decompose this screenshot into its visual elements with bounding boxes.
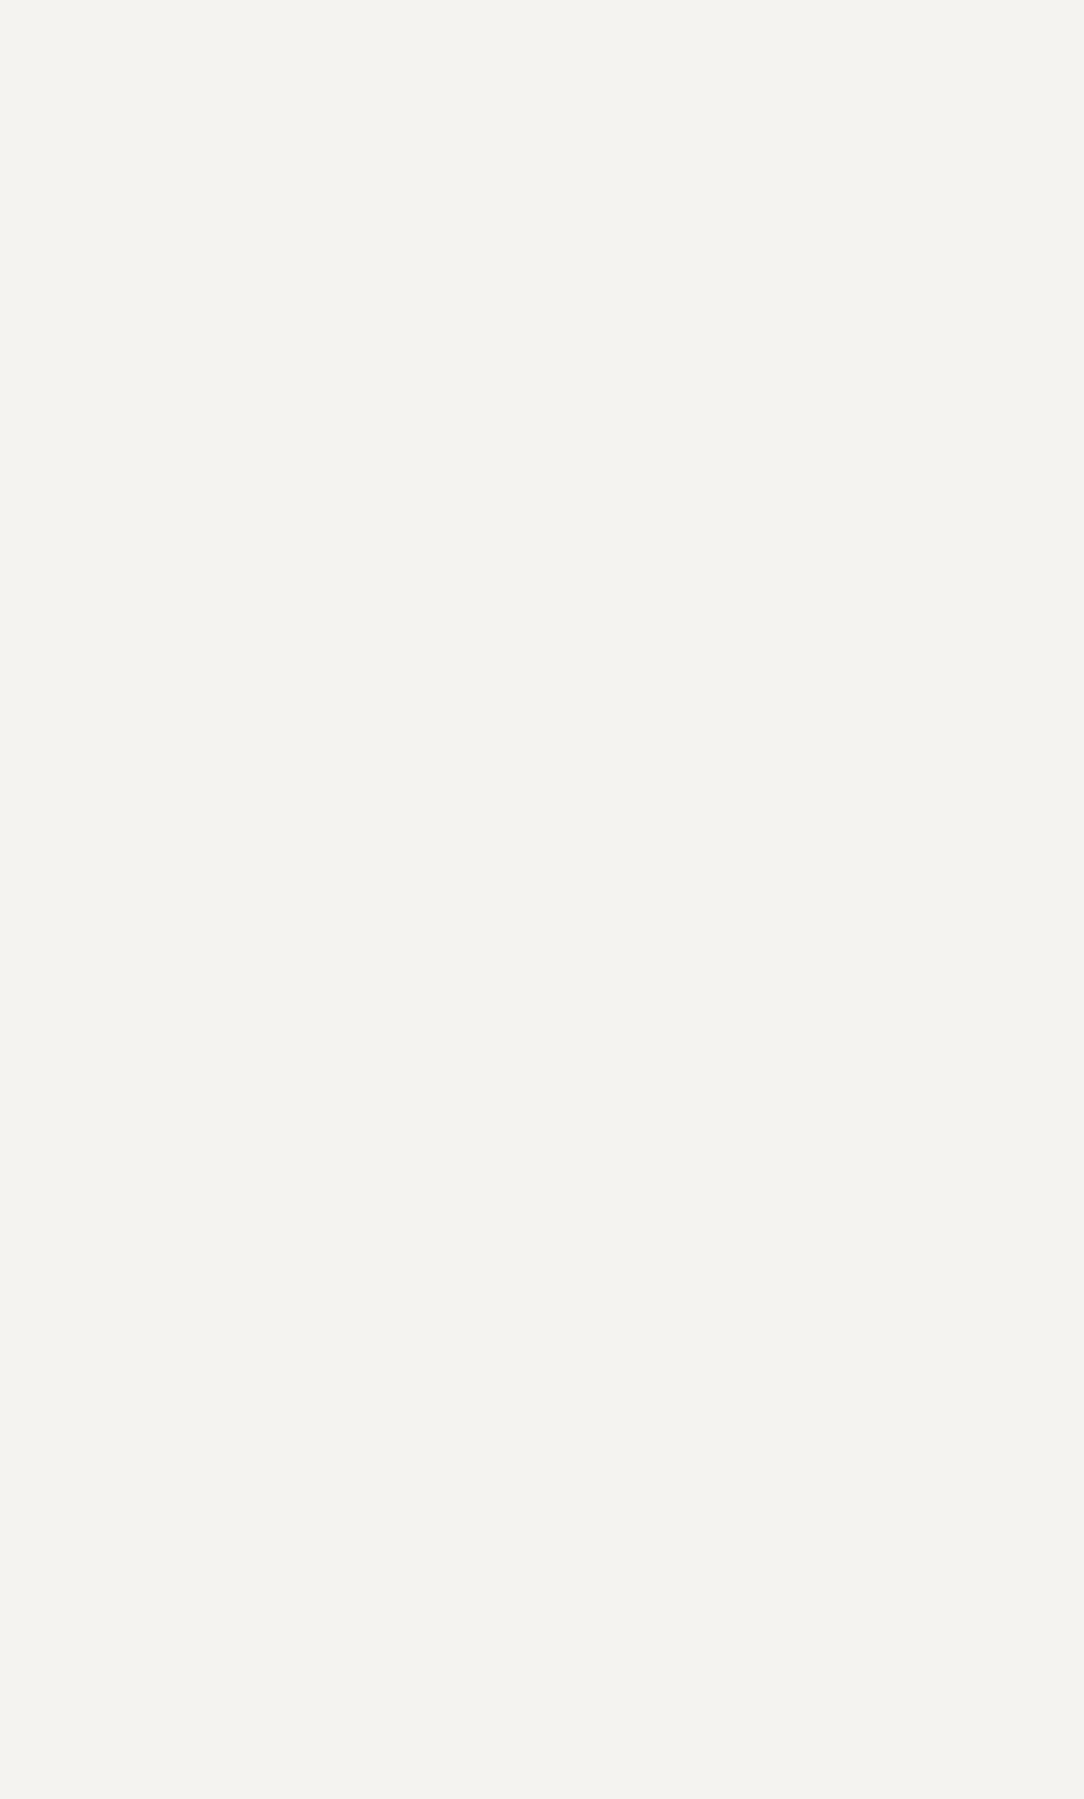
- table-of-contents: [52, 28, 1062, 58]
